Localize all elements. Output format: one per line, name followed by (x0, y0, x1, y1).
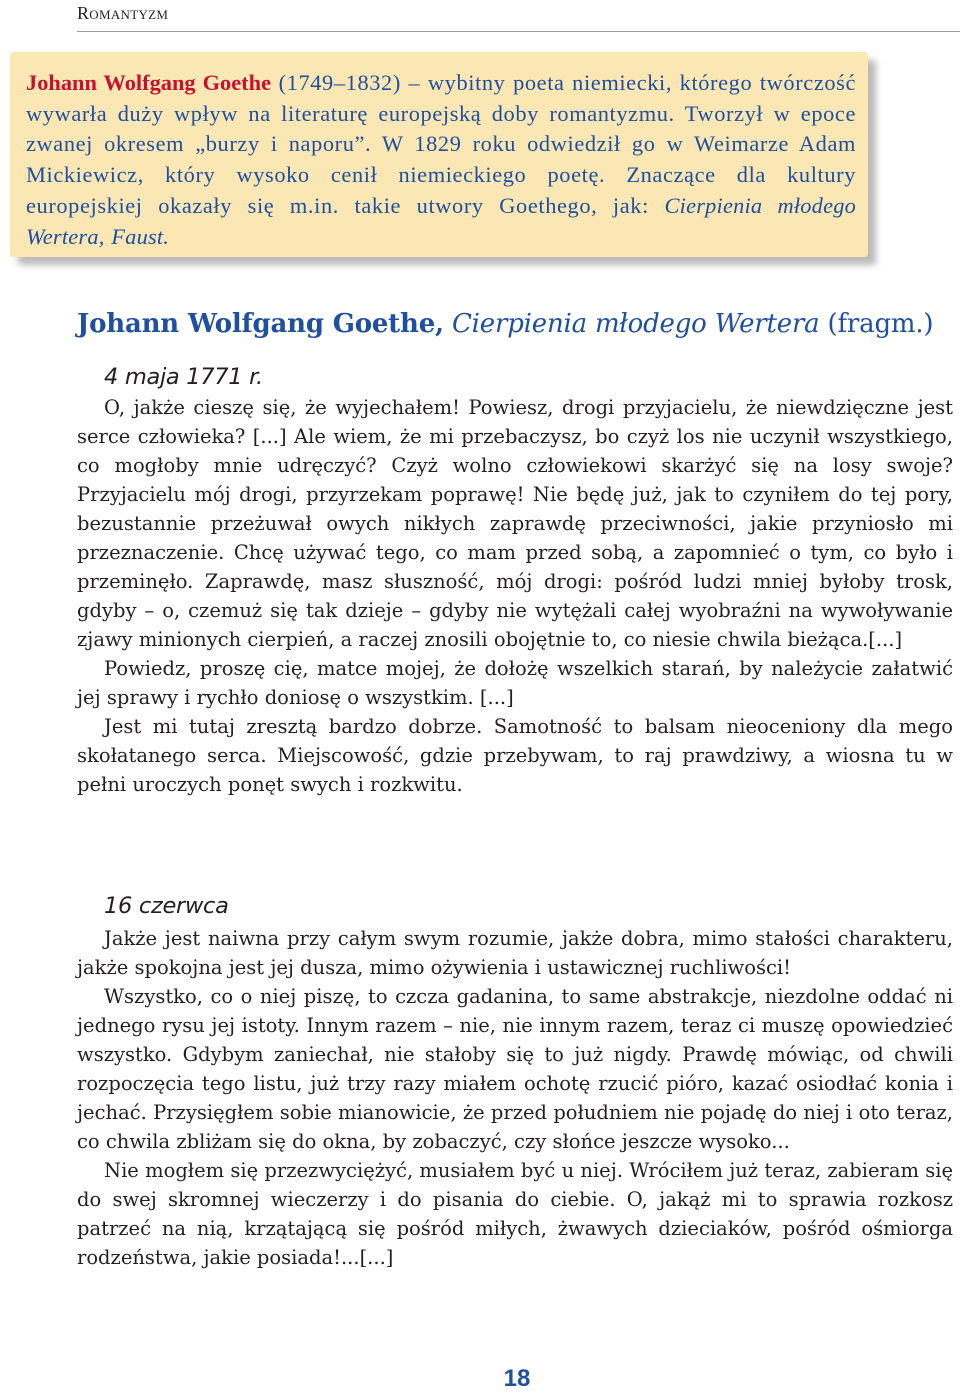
letter-date: 16 czerwca (104, 893, 229, 919)
bio-description: (1749–1832) – wybitny poeta niemiecki, którego twórczość wywarła duży wpływ na literaturę europejską doby romantyzmu. Tworzył w epoce zwanej okresem „burzy i naporu”. W 1829 roku odwiedził go w Weimarze Adam Mickiewicz, który wysoko cenił niemieckiego poetę. Znaczące dla kultury europejskiej okazały się m.in. takie utwory Goethego, jak: (26, 70, 857, 218)
bio-works: Cierpienia młodego Wertera, Faust. (26, 192, 856, 249)
letter-paragraph: Wszystko, co o niej piszę, to czcza gadanina, to same abstrakcje, niezdolne oddać ni jednego rysu jej istoty. Innym razem – nie, nie innym razem, teraz ci muszę opowiedzieć wszystko. Gdybym zaniechał, nie stałoby się to już nigdy. Prawdę mówiąc, od chwili rozpoczęcia tego listu, już trzy razy miałem ochotę rzucić pióro, kazać osiodłać konia i jechać. Przysięgłem sobie mianowicie, że przed południem nie pojadę do niej i oto teraz, co chwila zbliżam się do okna, by zobaczyć, czy słońce jeszcze wysoko... (77, 985, 953, 1153)
fragment-work-title: Cierpienia młodego Wertera (451, 309, 820, 339)
bio-author: Johann Wolfgang Goethe (26, 70, 272, 95)
fragment-author: Johann Wolfgang Goethe, (77, 309, 444, 339)
letter-paragraph: O, jakże cieszę się, że wyjechałem! Powiesz, drogi przyjacielu, że niewdzięczne jest serce człowieka? [...] Ale wiem, że mi przebaczysz, bo czyż los nie uczynił wszystkiego, co mogłoby mnie udręczyć? Czyż wolno człowiekowi skarżyć się na losy swoje? Przyjacielu mój drogi, przyrzekam poprawę! Nie będę już, jak to czyniłem do tej pory, bezustannie przeżuwał owych nikłych zaprawdę przeciwności, jakie przyniosło mi przeznaczenie. Chcę używać tego, co mam przed sobą, a zapomnieć o tym, co było i przeminęło. Zaprawdę, masz słuszność, mój drogi: pośród ludzi mniej byłoby trosk, gdyby – o, czemuż się tak dzieje – gdyby nie wytężali całej wyobraźni na wywoływanie zjawy minionych cierpień, a raczej znosili obojętnie to, co niesie chwila bieżąca.[...] (77, 396, 953, 651)
page-number: 18 (503, 1365, 531, 1392)
bio-text (26, 68, 856, 252)
letter-paragraph: Nie mogłem się przezwyciężyć, musiałem być u niej. Wróciłem już teraz, zabieram się do swej skromnej wieczerzy i do pisania do ciebie. O, jakąż mi to sprawia rozkosz patrzeć na nią, krzątającą się pośród miłych, żwawych dzieciaków, pośród ośmiorga rodzeństwa, jakie posiada!...[...] (77, 1159, 953, 1269)
letter-body (77, 393, 953, 799)
header-rule (77, 31, 960, 32)
letter-body (77, 924, 953, 1272)
fragment-title (77, 306, 933, 342)
letter-paragraph: Powiedz, proszę cię, matce mojej, że dołożę wszelkich starań, by należycie załatwić jej sprawy i rychło doniosę o wszystkim. [...] (77, 657, 953, 709)
fragment-suffix: (fragm.) (819, 309, 934, 339)
running-head: Romantyzm (77, 3, 169, 23)
letter-date: 4 maja 1771 r. (104, 364, 263, 390)
letter-paragraph: Jest mi tutaj zresztą bardzo dobrze. Samotność to balsam nieoceniony dla mego skołatanego serca. Miejscowość, gdzie przebywam, to raj prawdziwy, a wiosna tu w pełni uroczych ponęt swych i rozkwitu. (77, 715, 953, 796)
letter-paragraph: Jakże jest naiwna przy całym swym rozumie, jakże dobra, mimo stałości charakteru, jakże spokojna jest jej dusza, mimo ożywienia i ustawicznej ruchliwości! (77, 927, 953, 979)
